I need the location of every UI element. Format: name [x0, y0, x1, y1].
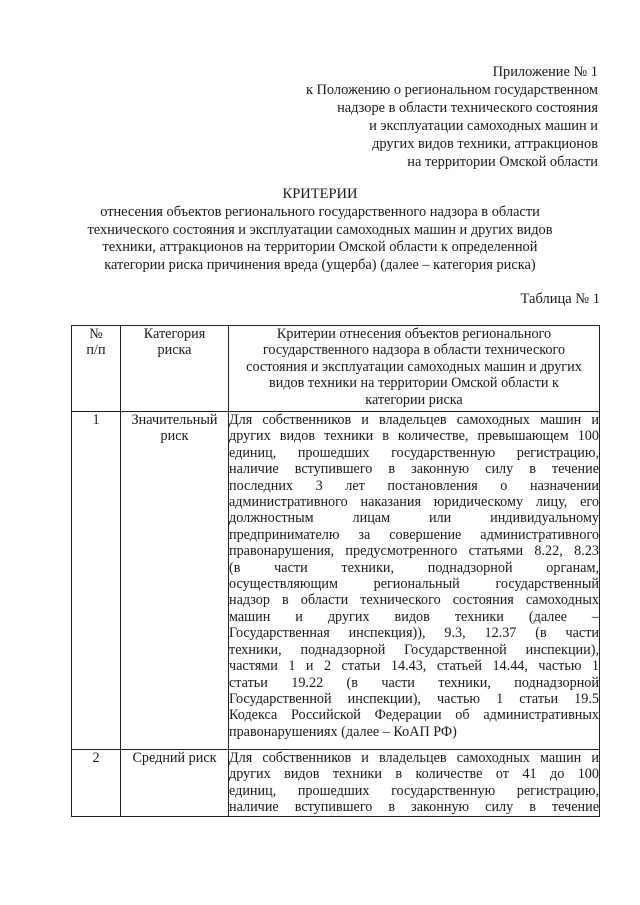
header-category-line: Категория [143, 326, 206, 342]
header-criteria-line: государственного надзора в области технического [262, 342, 566, 359]
appendix-reference [238, 63, 598, 171]
criteria-line: административного наказания юридическому лицу, его [229, 494, 599, 511]
header-criteria-line: Критерии отнесения объектов регионального [276, 326, 552, 342]
criteria-line: правонарушения, предусмотренного статьями 8.22, 8.23 [229, 543, 599, 560]
criteria-line: (в части техники, поднадзорной органам, [229, 559, 599, 576]
row-number: 1 [72, 412, 121, 750]
criteria-line: Государственная инспекция)), 9.3, 12.37 (в части [229, 625, 599, 642]
appendix-line: на территории Омской области [407, 154, 598, 170]
criteria-line: осуществляющим региональный государственный [229, 576, 599, 593]
criteria-line: Кодекса Российской Федерации об административных [229, 707, 599, 724]
criteria-line: частями 1 и 2 статьи 14.43, статьей 14.44, частью 1 [229, 658, 599, 675]
table-row [72, 412, 600, 750]
header-number [72, 326, 121, 412]
criteria-line: Государственной инспекции), частью 1 статьи 19.5 [229, 690, 599, 707]
criteria-line: статьи 19.22 (в части техники, поднадзорной [229, 674, 599, 691]
header-criteria-line: видов техники на территории Омской области к [269, 375, 559, 392]
table-header-row [72, 326, 600, 412]
row-category-line: Значительный [131, 412, 218, 428]
criteria-line: других видов техники в количестве от 41 до 100 [229, 766, 599, 783]
criteria-line: надзор в области технического состояния самоходных [229, 592, 599, 609]
document-title: КРИТЕРИИ [282, 186, 358, 202]
table-label: Таблица № 1 [520, 291, 600, 307]
header-criteria-line: категории риска [365, 391, 463, 408]
criteria-line: предпринимателю за совершение административного [229, 526, 599, 543]
criteria-line: правонарушениях (далее – КоАП РФ) [229, 723, 457, 740]
subtitle-line: отнесения объектов регионального государственного надзора в области [100, 204, 540, 220]
table-row [72, 750, 600, 817]
subtitle-line: категории риска причинения вреда (ущерба) (далее – категория риска) [104, 256, 536, 273]
header-number-line: п/п [86, 342, 106, 359]
appendix-line: надзоре в области технического состояния [337, 100, 598, 116]
row-number: 2 [72, 750, 121, 817]
subtitle-line: технического состояния и эксплуатации самоходных машин и других видов [87, 221, 553, 238]
criteria-line: наличие вступившего в законную силу в течение [229, 461, 599, 478]
criteria-line: единиц, прошедших государственную регистрацию, [229, 444, 599, 461]
criteria-line: Для собственников и владельцев самоходных машин и [229, 412, 599, 428]
criteria-line: других видов техники в количестве, превышающем 100 [229, 428, 599, 445]
row-category-line: риск [160, 428, 189, 445]
criteria-line: Для собственников и владельцев самоходных машин и [229, 750, 599, 766]
criteria-line: наличие вступившего в законную силу в течение [229, 799, 599, 816]
criteria-line: машин и других видов техники (далее – [229, 608, 599, 625]
row-criteria [229, 750, 600, 817]
subtitle-line: техники, аттракционов на территории Омской области к определенной [102, 239, 538, 255]
row-category [121, 750, 229, 817]
document-subtitle [70, 204, 570, 274]
row-criteria [229, 412, 600, 750]
appendix-line: других видов техники, аттракционов [372, 136, 598, 152]
appendix-line: и эксплуатации самоходных машин и [369, 118, 598, 134]
header-criteria-line: состояния и эксплуатации самоходных машин и других [246, 358, 582, 375]
criteria-line: должностным лицам или индивидуальному [229, 510, 599, 527]
appendix-line: к Положению о региональном государственном [305, 82, 598, 98]
header-category [121, 326, 229, 412]
risk-criteria-table [71, 325, 600, 817]
header-number-line: № [89, 326, 103, 342]
row-category [121, 412, 229, 750]
criteria-line: единиц, прошедших государственную регистрацию, [229, 782, 599, 799]
row-category-line: Средний риск [132, 750, 217, 766]
criteria-line: последних 3 лет постановления о назначении [229, 477, 599, 494]
criteria-line: техники, поднадзорной Государственной инспекции), [229, 641, 599, 658]
header-criteria [229, 326, 600, 412]
appendix-line: Приложение № 1 [492, 64, 598, 80]
header-category-line: риска [157, 342, 192, 359]
